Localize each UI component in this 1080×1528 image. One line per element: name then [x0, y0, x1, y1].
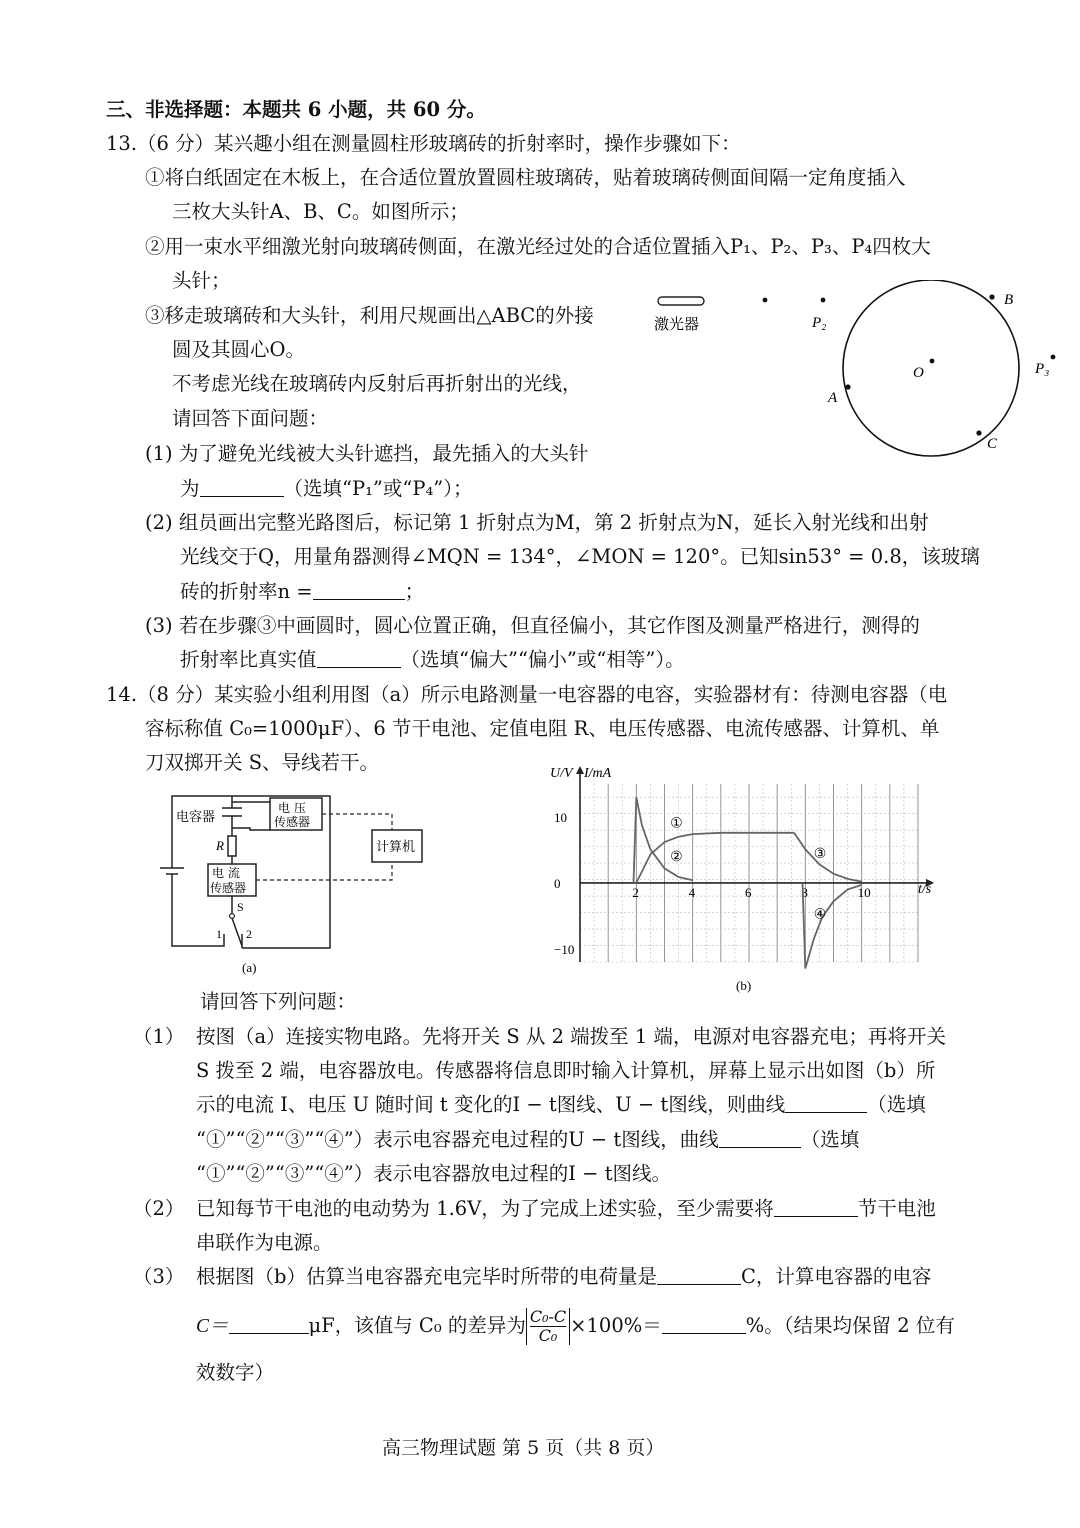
x-axis-label: t/s	[918, 882, 932, 897]
q13-sub2-pre: 砖的折射率n =	[180, 580, 313, 603]
q13-note: 不考虑光线在玻璃砖内反射后再折射出的光线，	[172, 372, 582, 395]
q13-sub2-answer-line	[180, 579, 424, 605]
q14-p1-c-pre: 示的电流 I、电压 U 随时间 t 变化的I − t图线、U − t图线，则曲线	[196, 1093, 786, 1116]
series-label-2: ②	[670, 850, 683, 866]
q14-p2-num: （2）	[133, 1197, 185, 1220]
x-tick-label: 10	[857, 884, 871, 900]
page-footer: 高三物理试题 第 5 页（共 8 页）	[382, 1437, 665, 1459]
q14-p2-a-post: 节干电池	[857, 1197, 936, 1220]
q14-p3-blank-1[interactable]	[657, 1264, 741, 1285]
q13-intro: 13.（6 分）某兴趣小组在测量圆柱形玻璃砖的折射率时，操作步骤如下：	[106, 132, 741, 155]
q14-p3-b-c: C＝	[196, 1316, 229, 1337]
terminal-1-label: 1	[216, 927, 222, 941]
fraction-denominator: C₀	[538, 1326, 558, 1345]
y-axis-arrow	[576, 766, 584, 774]
y-axis-label-2: I/mA	[584, 766, 612, 781]
series-line-1	[636, 833, 794, 883]
y-axis-label: U/V	[550, 766, 573, 781]
series-label-1: ①	[670, 816, 683, 832]
q13-step2: ②用一束水平细激光射向玻璃砖侧面，在激光经过处的合适位置插入P₁、P₂、P₃、P₄四枚大	[145, 235, 931, 258]
q14-p2-b: 串联作为电源。	[196, 1231, 333, 1254]
switch-label: S	[237, 900, 244, 914]
q14-p3-b	[196, 1308, 955, 1345]
q14-p2-blank[interactable]	[774, 1196, 858, 1217]
q14-p1-num: （1）	[133, 1025, 185, 1048]
circuit-diagram	[150, 788, 440, 978]
q13-sub2-blank[interactable]	[313, 579, 405, 600]
q13-sub1-answer-line	[180, 476, 473, 502]
q14-p1-d-post: （选填	[800, 1128, 860, 1151]
q13-sub3-post: （选填“偏大”“偏小”或“相等”）。	[400, 648, 685, 671]
p3-label: P₃	[1035, 361, 1050, 377]
laser-icon	[658, 297, 704, 305]
q14-intro: 14.（8 分）某实验小组利用图（a）所示电路测量一电容器的电容，实验器材有：待测电容器（电	[106, 683, 948, 706]
q14-p3-b-mid: μF，该值与 C₀ 的差异为	[308, 1314, 526, 1337]
section-header: 三、非选择题：本题共 6 小题，共 60 分。	[106, 98, 486, 121]
o-label: O	[913, 365, 924, 381]
q13-sub2-cont: 光线交于Q，用量角器测得∠MQN = 134°，∠MON = 120°。已知sin53° = 0.8，该玻璃	[180, 545, 980, 568]
c-label: C	[987, 436, 998, 452]
q14-p3-blank-3[interactable]	[662, 1313, 746, 1334]
q13-step1-cont: 三枚大头针A、B、C。如图所示；	[172, 200, 469, 223]
capacitor-label: 电容器	[176, 810, 216, 825]
chart-caption: (b)	[736, 978, 752, 993]
series-label-4: ④	[813, 907, 827, 923]
q14-prompt: 请回答下列问题：	[200, 990, 357, 1013]
q14-p1-blank-2[interactable]	[719, 1127, 801, 1148]
y-tick-label: 10	[554, 809, 567, 825]
q14-p3-a-post: C，计算电容器的电容	[740, 1265, 932, 1288]
q14-p2-a-pre: 已知每节干电池的电动势为 1.6V，为了完成上述实验，至少需要将	[196, 1197, 774, 1220]
q13-sub2: (2) 组员画出完整光路图后，标记第 1 折射点为M，第 2 折射点为N，延长入射光线和出射	[145, 511, 929, 534]
r-label: R	[216, 838, 224, 853]
ui-graph	[540, 762, 950, 998]
q13-sub3: (3) 若在步骤③中画圆时，圆心位置正确，但直径偏小，其它作图及测量严格进行，测得的	[145, 614, 920, 637]
y-tick-label: −10	[554, 941, 575, 957]
series-line-3	[794, 833, 862, 882]
q14-p3-b-times: ×100%＝	[570, 1314, 662, 1337]
q14-p3-a	[196, 1264, 931, 1290]
q14-p3-c: 效数字）	[196, 1361, 275, 1384]
a-label: A	[828, 390, 838, 406]
terminal-2-label: 2	[246, 927, 252, 941]
q14-intro-cont1: 容标称值 C₀=1000μF）、6 节干电池、定值电阻 R、电压传感器、电流传感器、计算机、单	[145, 717, 940, 740]
q14-p1-blank-1[interactable]	[785, 1092, 867, 1113]
difference-fraction	[526, 1308, 570, 1345]
x-tick-label: 4	[688, 884, 696, 900]
q13-step2-cont: 头针；	[172, 269, 231, 292]
q14-p1-a: 按图（a）连接实物电路。先将开关 S 从 2 端拨至 1 端，电源对电容器充电；再将开关	[196, 1025, 946, 1048]
y-tick-label: 0	[554, 875, 561, 891]
q13-sub1-pre: 为	[180, 477, 200, 500]
q13-sub2-post: ；	[404, 580, 425, 603]
q13-note-cont: 请回答下面问题：	[172, 407, 329, 430]
series-line-4	[803, 883, 862, 969]
p2-label: P₂	[812, 315, 827, 331]
voltage-sensor-label-1: 电 压	[278, 801, 306, 815]
chart-grid	[580, 784, 918, 962]
q13-sub3-pre: 折射率比真实值	[180, 648, 317, 671]
q13-figure	[650, 280, 1070, 470]
q13-step3-cont: 圆及其圆心O。	[172, 338, 305, 361]
q13-sub3-blank[interactable]	[317, 647, 401, 668]
x-tick-label: 8	[801, 884, 808, 900]
pin-c	[976, 430, 981, 435]
pin-a	[845, 384, 850, 389]
q14-p3-blank-2[interactable]	[229, 1313, 309, 1334]
voltage-sensor-label-2: 传感器	[274, 815, 311, 829]
chart-axes	[576, 766, 934, 962]
q14-p1-d	[196, 1127, 859, 1153]
fraction-numerator: C₀-C	[529, 1307, 567, 1326]
pin-b	[989, 294, 994, 299]
q13-sub1: (1) 为了避免光线被大头针遮挡，最先插入的大头针	[145, 442, 589, 465]
laser-label: 激光器	[654, 315, 700, 333]
glass-circle	[843, 280, 1019, 456]
x-tick-label: 2	[632, 884, 639, 900]
q13-sub1-blank[interactable]	[200, 476, 284, 497]
q13-step1: ①将白纸固定在木板上，在合适位置放置圆柱玻璃砖，贴着玻璃砖侧面间隔一定角度插入	[145, 166, 906, 189]
computer-label: 计算机	[376, 840, 416, 855]
q14-p2-a	[196, 1196, 936, 1222]
pin-p3	[1051, 355, 1056, 360]
q14-p3-a-pre: 根据图（b）估算当电容器充电完毕时所带的电荷量是	[196, 1265, 657, 1288]
current-sensor-label-2: 传感器	[210, 881, 247, 895]
series-label-3: ③	[813, 846, 827, 862]
pin-p2	[821, 298, 826, 303]
q14-p1-b: S 拨至 2 端，电容器放电。传感器将信息即时输入计算机，屏幕上显示出如图（b）所	[196, 1059, 936, 1082]
q14-intro-cont2: 刀双掷开关 S、导线若干。	[145, 751, 380, 774]
q14-p1-c	[196, 1092, 926, 1118]
circuit-caption: (a)	[242, 960, 257, 975]
x-tick-label: 6	[745, 884, 752, 900]
q13-sub3-answer-line	[180, 647, 685, 673]
q14-p1-d-pre: “①”“②”“③”“④”）表示电容器充电过程的U − t图线，曲线	[196, 1128, 719, 1151]
current-sensor-label-1: 电 流	[212, 866, 240, 880]
pin-p1	[763, 298, 768, 303]
q14-p3-b-post: %。（结果均保留 2 位有	[745, 1314, 955, 1337]
center-o	[930, 359, 935, 364]
q13-sub1-post: （选填“P₁”或“P₄”）；	[283, 477, 473, 500]
b-label: B	[1004, 292, 1014, 308]
q14-p1-c-post: （选填	[867, 1093, 926, 1116]
q14-p1-e: “①”“②”“③”“④”）表示电容器放电过程的I − t图线。	[196, 1162, 672, 1185]
q13-step3: ③移走玻璃砖和大头针，利用尺规画出△ABC的外接	[145, 304, 594, 327]
q14-p3-num: （3）	[133, 1265, 185, 1288]
